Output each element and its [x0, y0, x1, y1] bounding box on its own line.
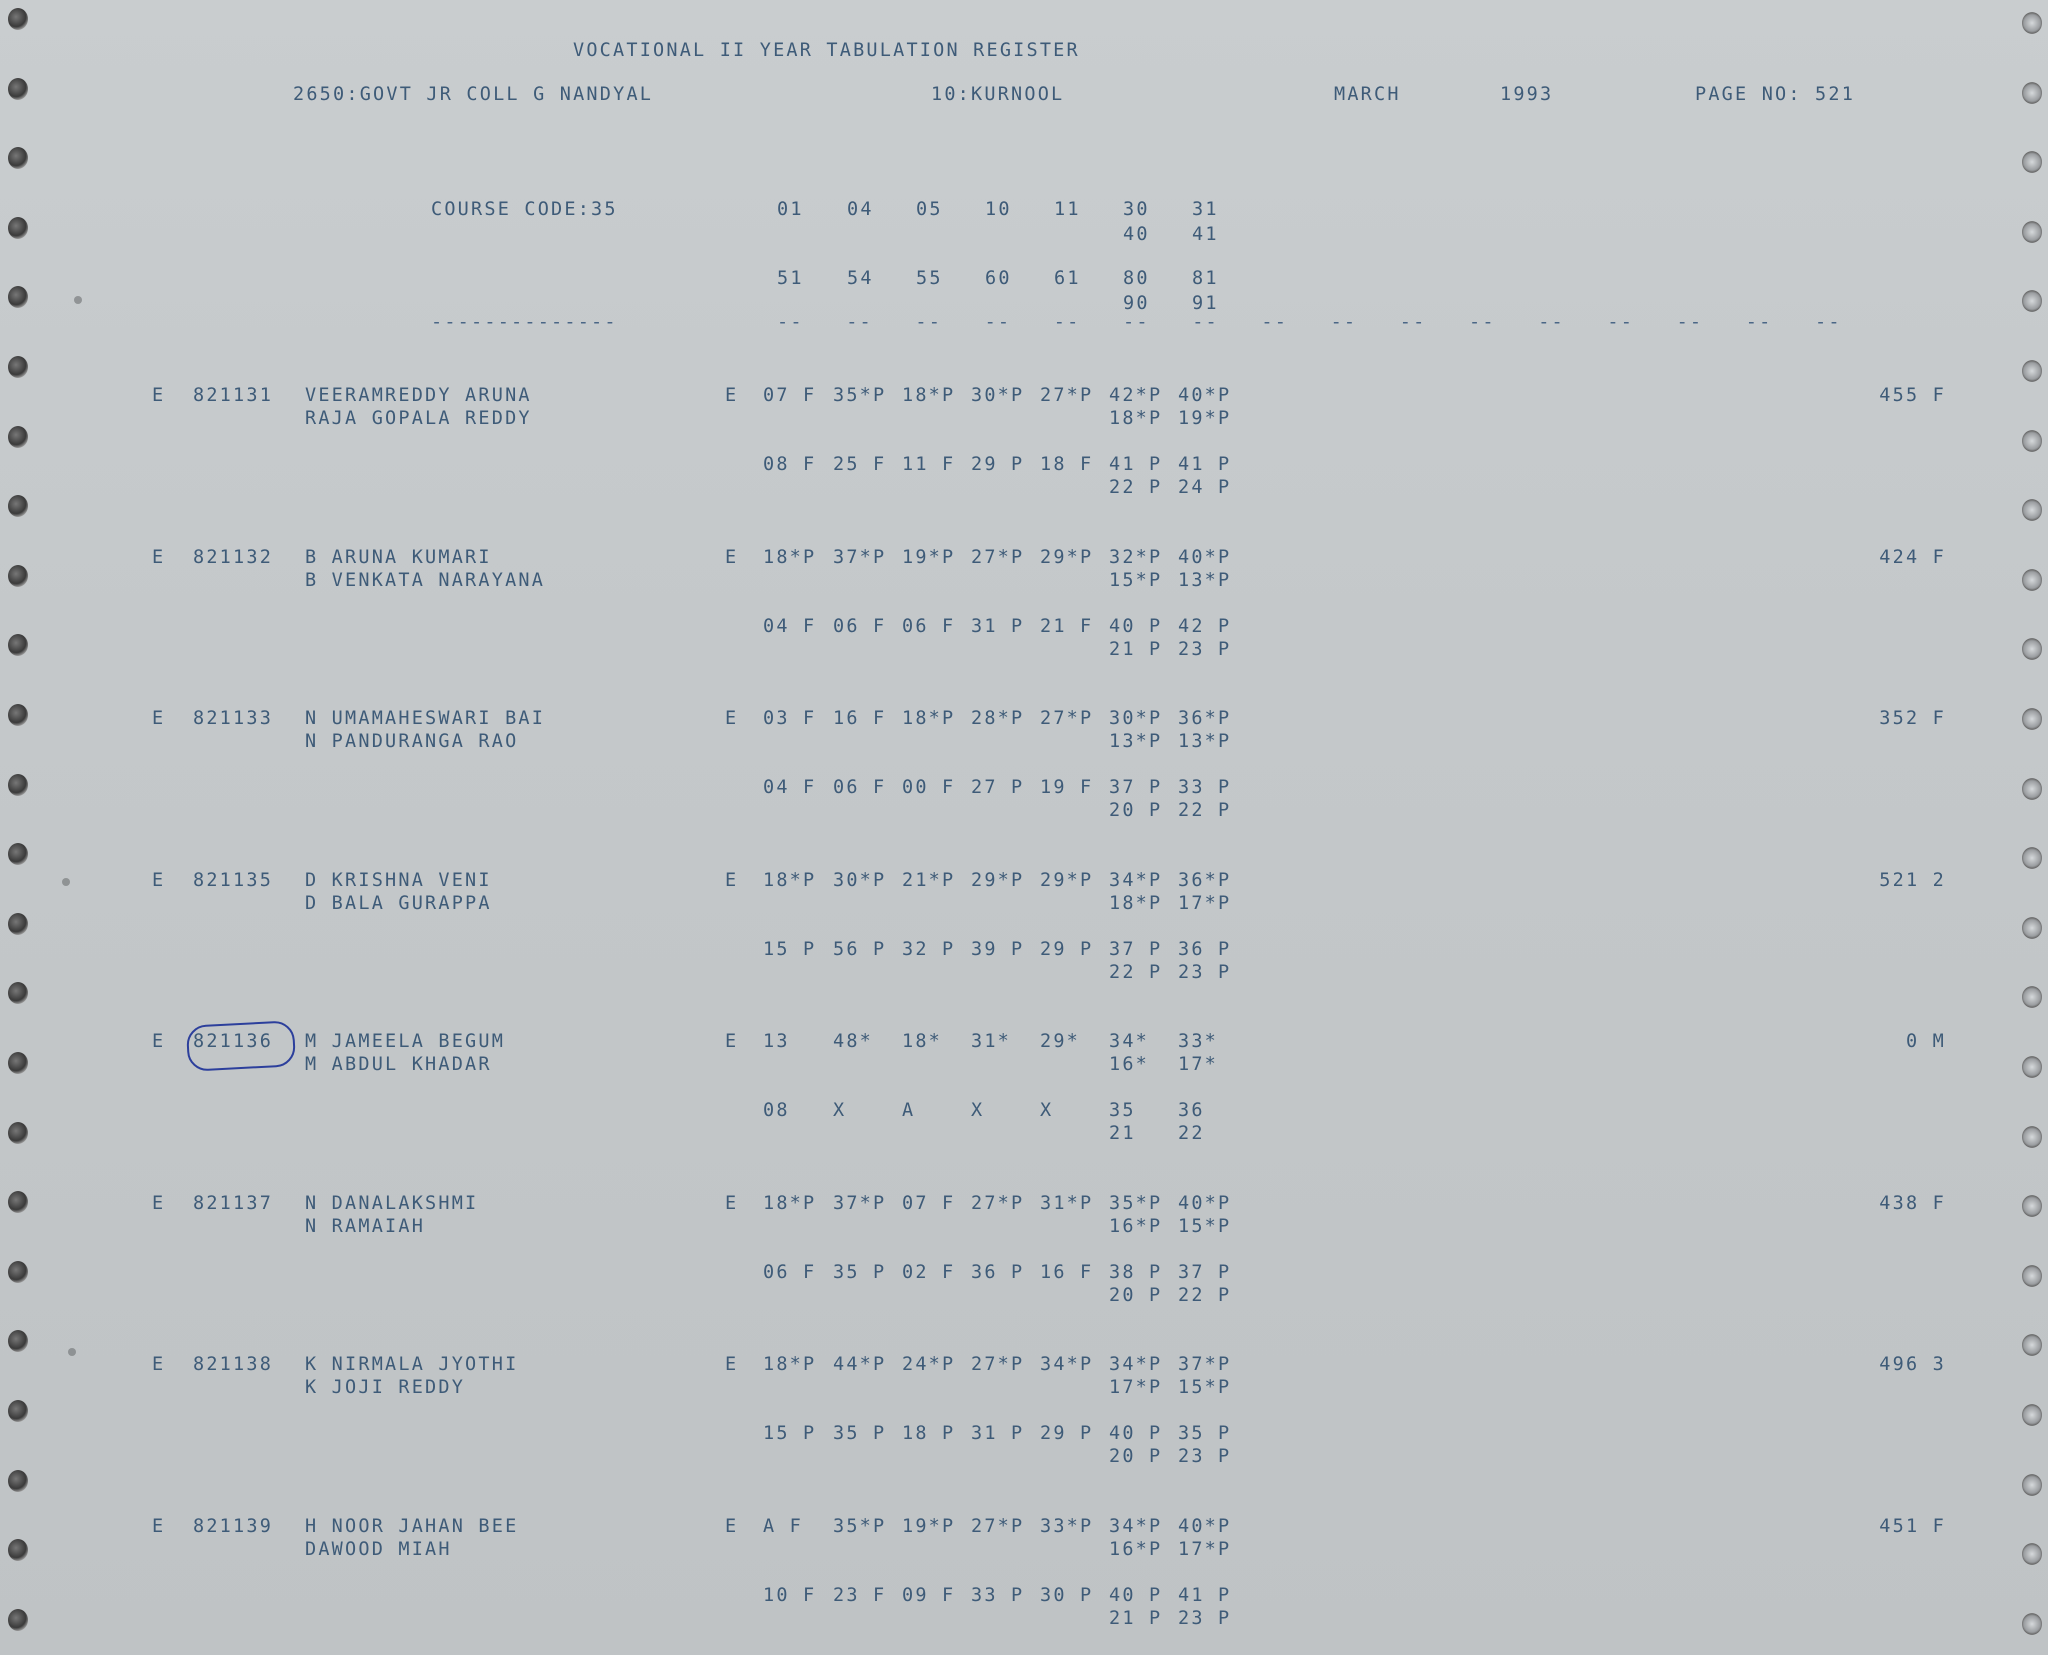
course-rule: -------------- [431, 312, 618, 333]
practical-mark: 20 P [1109, 1284, 1163, 1306]
practical-mark: X [971, 1100, 985, 1121]
theory-mark: 34*P [1040, 1354, 1094, 1375]
practical-mark: 21 P [1109, 638, 1163, 660]
feed-hole [2022, 986, 2042, 1008]
medium-code: E [152, 1354, 166, 1375]
theory-mark: 16 F [833, 708, 887, 729]
practical-mark: 23 P [1178, 1446, 1232, 1467]
medium-code: E [152, 385, 166, 406]
theory-mark: 17*P [1178, 1538, 1232, 1560]
medium-code: E [152, 1192, 166, 1214]
parent-name: DAWOOD MIAH [305, 1538, 452, 1560]
practical-mark: 04 F [763, 615, 817, 637]
feed-hole [2022, 1265, 2042, 1287]
theory-mark: 44*P [833, 1354, 887, 1375]
theory-mark: 36*P [1178, 869, 1232, 891]
column-rule: -- [1261, 312, 1289, 333]
tractor-feed-holes-left [0, 0, 40, 1655]
column-rule: -- [1607, 312, 1635, 333]
feed-hole [8, 286, 28, 308]
practical-mark: 39 P [971, 938, 1025, 960]
theory-mark: 33* [1178, 1031, 1219, 1052]
practical-mark: 33 P [971, 1584, 1025, 1606]
practical-mark: 06 F [763, 1261, 817, 1283]
total-result: 352 F [1879, 708, 1946, 729]
feed-hole [8, 1400, 28, 1422]
tractor-feed-holes-right [2008, 0, 2048, 1655]
total-result: 424 F [1879, 546, 1946, 568]
feed-hole [2022, 1126, 2042, 1148]
theory-mark: 19*P [902, 1515, 956, 1537]
column-rule: -- [1192, 312, 1219, 333]
column-rule: -- [1469, 312, 1496, 333]
practical-mark: 41 P [1109, 454, 1163, 475]
practical-mark: 23 P [1178, 1607, 1232, 1629]
practical-mark: 15 P [763, 938, 817, 960]
college-name: 2650:GOVT JR COLL G NANDYAL [293, 84, 654, 105]
practical-mark: 22 [1178, 1123, 1205, 1144]
practical-mark: 22 P [1178, 1284, 1232, 1306]
total-result: 438 F [1879, 1192, 1946, 1214]
feed-hole [8, 843, 28, 865]
stream-code: E [725, 546, 739, 568]
total-result: 521 2 [1879, 869, 1946, 891]
column-rule: -- [1123, 312, 1150, 333]
theory-mark: 30*P [833, 869, 887, 891]
subject-code: 81 [1192, 268, 1219, 289]
practical-mark: 02 F [902, 1261, 956, 1283]
practical-mark: 20 P [1109, 1446, 1163, 1467]
practical-mark: 40 P [1109, 1423, 1163, 1444]
practical-mark: 41 P [1178, 454, 1232, 475]
subject-code: 41 [1192, 224, 1219, 245]
theory-mark: 21*P [902, 869, 956, 891]
theory-mark: 27*P [1040, 708, 1094, 729]
total-result: 455 F [1879, 385, 1946, 406]
practical-mark: 00 F [902, 777, 956, 798]
theory-mark: 35*P [833, 385, 887, 406]
theory-mark: 17*P [1109, 1377, 1163, 1398]
theory-mark: 34* [1109, 1031, 1150, 1052]
column-rule: -- [1815, 312, 1842, 333]
practical-mark: 18 P [902, 1423, 956, 1444]
practical-mark: 31 P [971, 615, 1025, 637]
theory-mark: A F [763, 1515, 804, 1537]
column-rule: -- [1053, 312, 1081, 333]
feed-hole [8, 78, 28, 100]
stream-code: E [725, 869, 739, 891]
feed-hole [2022, 1334, 2042, 1356]
feed-hole [8, 704, 28, 726]
student-name: H NOOR JAHAN BEE [305, 1515, 519, 1537]
register-title: VOCATIONAL II YEAR TABULATION REGISTER [573, 40, 1080, 61]
column-rule: -- [1745, 312, 1773, 333]
stream-code: E [725, 1031, 739, 1052]
theory-mark: 42*P [1109, 385, 1163, 406]
subject-code: 10 [985, 199, 1012, 220]
theory-mark: 13 [763, 1031, 790, 1052]
theory-mark: 40*P [1178, 1515, 1232, 1537]
roll-number: 821137 [193, 1192, 274, 1214]
practical-mark: 35 P [833, 1261, 887, 1283]
theory-mark: 35*P [1109, 1192, 1163, 1214]
feed-hole [2022, 1195, 2042, 1217]
medium-code: E [152, 869, 166, 891]
theory-mark: 18*P [902, 385, 956, 406]
feed-hole [2022, 151, 2042, 173]
subject-code: 90 [1123, 293, 1150, 314]
theory-mark: 27*P [1040, 385, 1094, 406]
theory-mark: 15*P [1178, 1377, 1232, 1398]
feed-hole [2022, 1613, 2042, 1635]
student-name: B ARUNA KUMARI [305, 546, 492, 568]
theory-mark: 27*P [971, 1515, 1025, 1537]
medium-code: E [152, 708, 166, 729]
subject-code: 04 [847, 199, 874, 220]
theory-mark: 29*P [971, 869, 1025, 891]
theory-mark: 24*P [902, 1354, 956, 1375]
feed-hole [8, 565, 28, 587]
subject-code: 54 [847, 268, 874, 289]
practical-mark: 22 P [1109, 477, 1163, 498]
feed-hole [8, 634, 28, 656]
feed-hole [8, 356, 28, 378]
exam-year: 1993 [1500, 84, 1554, 105]
practical-mark: 27 P [971, 777, 1025, 798]
total-result: 451 F [1879, 1515, 1946, 1537]
subject-code: 80 [1123, 268, 1150, 289]
practical-mark: 32 P [902, 938, 956, 960]
roll-number: 821132 [193, 546, 274, 568]
roll-number: 821135 [193, 869, 274, 891]
theory-mark: 29*P [1040, 869, 1094, 891]
feed-hole [2022, 499, 2042, 521]
theory-mark: 27*P [971, 1354, 1025, 1375]
student-name: N DANALAKSHMI [305, 1192, 479, 1214]
roll-number: 821138 [193, 1354, 274, 1375]
feed-hole [2022, 638, 2042, 660]
theory-mark: 13*P [1178, 569, 1232, 591]
feed-hole [2022, 708, 2042, 730]
practical-mark: 33 P [1178, 777, 1232, 798]
practical-mark: 40 P [1109, 615, 1163, 637]
column-rule: -- [1538, 312, 1565, 333]
theory-mark: 31* [971, 1031, 1012, 1052]
practical-mark: 36 P [971, 1261, 1025, 1283]
roll-number: 821133 [193, 708, 274, 729]
feed-hole [8, 1191, 28, 1213]
feed-hole [8, 913, 28, 935]
feed-hole [8, 1122, 28, 1144]
feed-hole [8, 8, 28, 30]
parent-name: K JOJI REDDY [305, 1377, 466, 1398]
practical-mark: 25 F [833, 454, 887, 475]
practical-mark: 35 P [833, 1423, 887, 1444]
practical-mark: 30 P [1040, 1584, 1094, 1606]
feed-hole [2022, 569, 2042, 591]
theory-mark: 13*P [1109, 731, 1163, 752]
theory-mark: 30*P [1109, 708, 1163, 729]
theory-mark: 30*P [971, 385, 1025, 406]
theory-mark: 33*P [1040, 1515, 1094, 1537]
parent-name: D BALA GURAPPA [305, 892, 492, 914]
stream-code: E [725, 1515, 739, 1537]
practical-mark: 31 P [971, 1423, 1025, 1444]
theory-mark: 36*P [1178, 708, 1232, 729]
feed-hole [2022, 778, 2042, 800]
practical-mark: 24 P [1178, 477, 1232, 498]
student-name: M JAMEELA BEGUM [305, 1031, 506, 1052]
subject-code: 31 [1192, 199, 1219, 220]
page-number: PAGE NO: 521 [1695, 84, 1856, 105]
ink-smudge [62, 878, 70, 886]
feed-hole [8, 495, 28, 517]
subject-code: 30 [1123, 199, 1150, 220]
subject-code: 01 [777, 199, 804, 220]
theory-mark: 13*P [1178, 731, 1232, 752]
ink-smudge [68, 1348, 76, 1356]
practical-mark: 09 F [902, 1584, 956, 1606]
feed-hole [2022, 1474, 2042, 1496]
medium-code: E [152, 1031, 166, 1052]
practical-mark: 22 P [1109, 961, 1163, 983]
practical-mark: 37 P [1109, 777, 1163, 798]
practical-mark: 19 F [1040, 777, 1094, 798]
stream-code: E [725, 1192, 739, 1214]
column-rule: -- [984, 312, 1012, 333]
student-name: VEERAMREDDY ARUNA [305, 385, 532, 406]
practical-mark: 37 P [1178, 1261, 1232, 1283]
theory-mark: 29*P [1040, 546, 1094, 568]
practical-mark: 06 F [833, 777, 887, 798]
stream-code: E [725, 385, 739, 406]
theory-mark: 17*P [1178, 892, 1232, 914]
subject-code: 55 [916, 268, 943, 289]
practical-mark: 23 P [1178, 961, 1232, 983]
practical-mark: 06 F [902, 615, 956, 637]
subject-code: 11 [1054, 199, 1081, 220]
practical-mark: 29 P [1040, 1423, 1094, 1444]
medium-code: E [152, 546, 166, 568]
parent-name: N RAMAIAH [305, 1215, 426, 1237]
practical-mark: 35 P [1178, 1423, 1232, 1444]
stream-code: E [725, 708, 739, 729]
feed-hole [8, 1261, 28, 1283]
practical-mark: 23 P [1178, 638, 1232, 660]
student-name: D KRISHNA VENI [305, 869, 492, 891]
feed-hole [2022, 360, 2042, 382]
practical-mark: 38 P [1109, 1261, 1163, 1283]
practical-mark: 37 P [1109, 938, 1163, 960]
practical-mark: 36 [1178, 1100, 1205, 1121]
column-rule: -- [846, 312, 873, 333]
practical-mark: 36 P [1178, 938, 1232, 960]
practical-mark: 08 F [763, 454, 817, 475]
theory-mark: 17* [1178, 1054, 1219, 1075]
theory-mark: 27*P [971, 546, 1025, 568]
theory-mark: 16*P [1109, 1215, 1163, 1237]
theory-mark: 19*P [1178, 408, 1232, 429]
practical-mark: X [1040, 1100, 1054, 1121]
practical-mark: 29 P [1040, 938, 1094, 960]
practical-mark: 21 [1109, 1123, 1136, 1144]
student-name: K NIRMALA JYOTHI [305, 1354, 519, 1375]
theory-mark: 37*P [833, 546, 887, 568]
practical-mark: X [833, 1100, 847, 1121]
theory-mark: 48* [833, 1031, 874, 1052]
feed-hole [8, 1052, 28, 1074]
theory-mark: 34*P [1109, 869, 1163, 891]
pen-circle-mark [186, 1020, 296, 1072]
roll-number: 821131 [193, 385, 274, 406]
feed-hole [2022, 430, 2042, 452]
feed-hole [8, 217, 28, 239]
feed-hole [2022, 82, 2042, 104]
theory-mark: 16*P [1109, 1538, 1163, 1560]
practical-mark: A [902, 1100, 916, 1121]
theory-mark: 40*P [1178, 385, 1232, 406]
practical-mark: 23 F [833, 1584, 887, 1606]
theory-mark: 07 F [763, 385, 817, 406]
theory-mark: 28*P [971, 708, 1025, 729]
feed-hole [2022, 1404, 2042, 1426]
exam-month: MARCH [1334, 84, 1401, 105]
practical-mark: 56 P [833, 938, 887, 960]
feed-hole [2022, 1543, 2042, 1565]
feed-hole [2022, 847, 2042, 869]
subject-code: 61 [1054, 268, 1081, 289]
practical-mark: 04 F [763, 777, 817, 798]
theory-mark: 18*P [902, 708, 956, 729]
ink-smudge [74, 296, 82, 304]
practical-mark: 16 F [1040, 1261, 1094, 1283]
feed-hole [2022, 290, 2042, 312]
practical-mark: 29 P [971, 454, 1025, 475]
feed-hole [8, 1330, 28, 1352]
theory-mark: 18*P [763, 546, 817, 568]
feed-hole [2022, 1056, 2042, 1078]
theory-mark: 19*P [902, 546, 956, 568]
subject-code: 05 [916, 199, 943, 220]
theory-mark: 15*P [1109, 569, 1163, 591]
theory-mark: 16* [1109, 1054, 1150, 1075]
practical-mark: 42 P [1178, 615, 1232, 637]
theory-mark: 18*P [763, 1354, 817, 1375]
feed-hole [8, 1539, 28, 1561]
theory-mark: 29* [1040, 1031, 1081, 1052]
theory-mark: 18* [902, 1031, 943, 1052]
theory-mark: 18*P [1109, 408, 1163, 429]
feed-hole [8, 147, 28, 169]
practical-mark: 40 P [1109, 1584, 1163, 1606]
practical-mark: 15 P [763, 1423, 817, 1444]
theory-mark: 31*P [1040, 1192, 1094, 1214]
theory-mark: 34*P [1109, 1515, 1163, 1537]
total-result: 0 M [1905, 1031, 1946, 1052]
parent-name: N PANDURANGA RAO [305, 731, 519, 752]
district-name: 10:KURNOOL [931, 84, 1065, 105]
feed-hole [8, 1470, 28, 1492]
column-rule: -- [777, 312, 804, 333]
feed-hole [8, 1609, 28, 1631]
medium-code: E [152, 1515, 166, 1537]
stream-code: E [725, 1354, 739, 1375]
practical-mark: 08 [763, 1100, 790, 1121]
feed-hole [8, 426, 28, 448]
theory-mark: 35*P [833, 1515, 887, 1537]
theory-mark: 18*P [763, 869, 817, 891]
column-rule: -- [1676, 312, 1704, 333]
theory-mark: 15*P [1178, 1215, 1232, 1237]
feed-hole [8, 982, 28, 1004]
practical-mark: 21 F [1040, 615, 1094, 637]
theory-mark: 40*P [1178, 1192, 1232, 1214]
column-rule: -- [915, 312, 943, 333]
theory-mark: 34*P [1109, 1354, 1163, 1375]
subject-code: 51 [777, 268, 804, 289]
course-code-label: COURSE CODE:35 [431, 199, 618, 220]
practical-mark: 41 P [1178, 1584, 1232, 1606]
total-result: 496 3 [1879, 1354, 1946, 1375]
theory-mark: 07 F [902, 1192, 956, 1214]
column-rule: -- [1330, 312, 1358, 333]
practical-mark: 10 F [763, 1584, 817, 1606]
practical-mark: 20 P [1109, 800, 1163, 821]
feed-hole [8, 774, 28, 796]
theory-mark: 27*P [971, 1192, 1025, 1214]
parent-name: M ABDUL KHADAR [305, 1054, 492, 1075]
student-name: N UMAMAHESWARI BAI [305, 708, 546, 729]
subject-code: 91 [1192, 293, 1219, 314]
feed-hole [2022, 917, 2042, 939]
theory-mark: 18*P [1109, 892, 1163, 914]
column-rule: -- [1399, 312, 1427, 333]
subject-code: 60 [985, 268, 1012, 289]
theory-mark: 18*P [763, 1192, 817, 1214]
practical-mark: 11 F [902, 454, 956, 475]
practical-mark: 21 P [1109, 1607, 1163, 1629]
feed-hole [2022, 12, 2042, 34]
subject-code: 40 [1123, 224, 1150, 245]
theory-mark: 32*P [1109, 546, 1163, 568]
practical-mark: 22 P [1178, 800, 1232, 821]
practical-mark: 35 [1109, 1100, 1136, 1121]
practical-mark: 06 F [833, 615, 887, 637]
practical-mark: 18 F [1040, 454, 1094, 475]
feed-hole [2022, 221, 2042, 243]
roll-number: 821136 [193, 1031, 274, 1052]
theory-mark: 37*P [1178, 1354, 1232, 1375]
parent-name: RAJA GOPALA REDDY [305, 408, 532, 429]
theory-mark: 40*P [1178, 546, 1232, 568]
theory-mark: 37*P [833, 1192, 887, 1214]
roll-number: 821139 [193, 1515, 274, 1537]
parent-name: B VENKATA NARAYANA [305, 569, 546, 591]
theory-mark: 03 F [763, 708, 817, 729]
